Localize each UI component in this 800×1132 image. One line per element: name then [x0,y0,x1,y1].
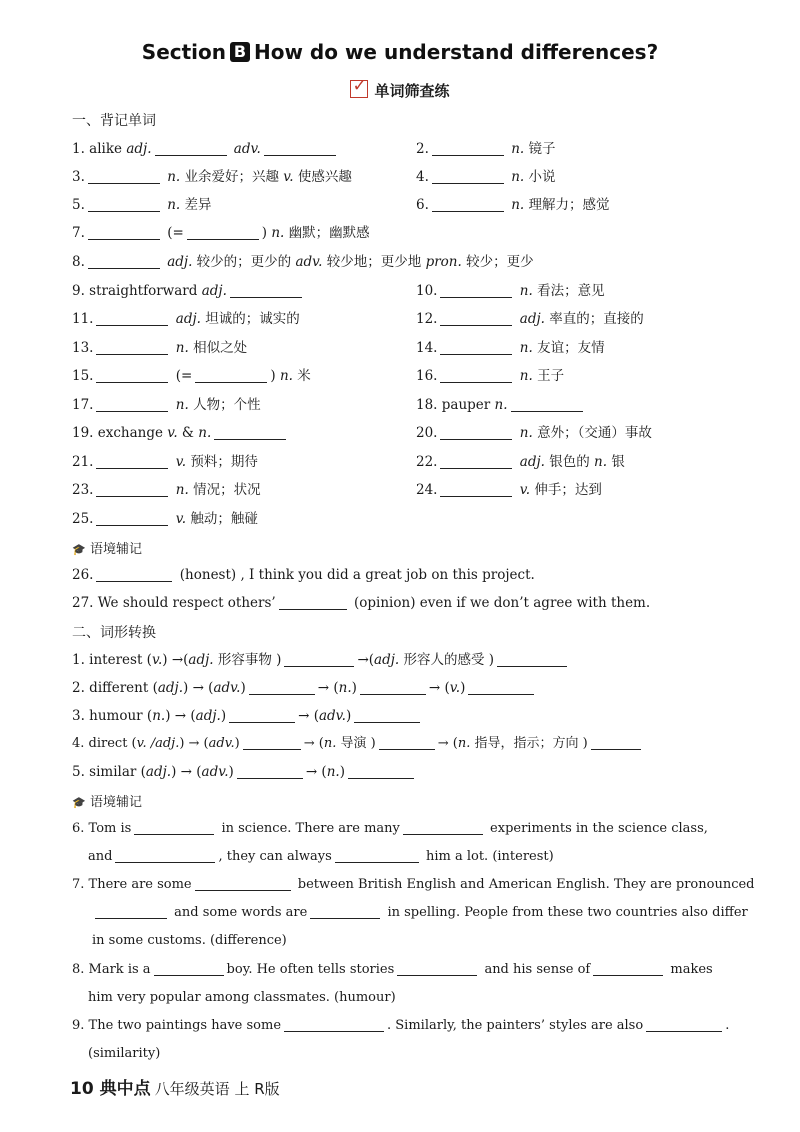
blank[interactable] [360,680,426,695]
blank[interactable] [432,169,504,184]
section-heading-1: 一、背记单词 [72,113,156,129]
vocab-item-24: 24. v. 伸手；达到 [416,482,602,498]
blank[interactable] [379,735,435,750]
context-heading-2: 🎓 语境辅记 [72,795,143,810]
question-7-line-3: in some customs. (difference) [92,933,287,948]
vocab-item-23: 23. n. 情况；状况 [72,482,261,498]
graduation-cap-icon: 🎓 [72,543,86,556]
question-9-line-2: (similarity) [88,1046,161,1061]
blank[interactable] [310,904,380,919]
graduation-cap-icon: 🎓 [72,796,86,809]
vocab-item-16: 16. n. 王子 [416,368,565,384]
blank[interactable] [96,454,168,469]
blank[interactable] [155,141,227,156]
blank[interactable] [593,961,663,976]
question-7-line-2: and some words are in spelling. People from these two countries also differ [92,904,748,922]
vocab-item-15: 15. (= ) n. 米 [72,368,311,384]
blank[interactable] [397,961,477,976]
blank[interactable] [440,482,512,497]
blank[interactable] [115,848,215,863]
vocab-item-21: 21. v. 预料；期待 [72,454,258,470]
blank[interactable] [243,735,301,750]
checkbox-icon [350,80,368,98]
blank[interactable] [440,311,512,326]
vocab-item-20: 20. n. 意外；（交通）事故 [416,425,652,441]
vocab-item-10: 10. n. 看法；意见 [416,283,605,299]
form-row-5: 5. similar (adj.) → (adv.) → (n.) [72,763,417,781]
blank[interactable] [284,1017,384,1032]
question-7-line-1: 7. There are some between British English and American English. They are pronounced [72,877,755,892]
vocab-item-17: 17. n. 人物；个性 [72,397,261,413]
blank[interactable] [440,454,512,469]
vocab-item-3: 3. n. 业余爱好；兴趣 v. 使感兴趣 [72,169,352,185]
blank[interactable] [279,595,347,610]
section-b-badge: B [230,42,250,62]
blank[interactable] [195,876,291,891]
vocab-item-11: 11. adj. 坦诚的；诚实的 [72,311,300,327]
blank[interactable] [96,567,172,582]
blank[interactable] [354,708,420,723]
sentence-27: 27. We should respect others’ (opinion) even if we don’t agree with them. [72,595,651,611]
vocab-item-2: 2. n. 镜子 [416,141,556,157]
vocab-item-14: 14. n. 友谊；友情 [416,340,605,356]
blank[interactable] [88,225,160,240]
vocab-item-5: 5. n. 差异 [72,197,212,213]
question-8-line-1: 8. Mark is a boy. He often tells stories and his sense of makes [72,962,713,977]
blank[interactable] [403,820,483,835]
blank[interactable] [468,680,534,695]
blank[interactable] [229,708,295,723]
page-subtitle: ✓单词筛查练 [0,80,800,101]
form-row-2: 2. different (adj.) → (adv.) → (n.) → (v.) [72,679,537,697]
vocab-item-13: 13. n. 相似之处 [72,340,248,356]
form-row-4: 4. direct (v. /adj.) → (adv.) → (n. 导演 ) → (n. 指导，指示；方向 ) [72,735,644,753]
blank[interactable] [95,904,167,919]
form-row-3: 3. humour (n.) → (adj.) → (adv.) [72,707,423,725]
blank[interactable] [195,368,267,383]
question-9-line-1: 9. The two paintings have some . Similarly, the painters’ styles are also . [72,1018,730,1033]
blank[interactable] [440,283,512,298]
blank[interactable] [88,254,160,269]
vocab-item-8: 8. adj. 较少的；更少的 adv. 较少地；更少地 pron. 较少；更少 [72,254,534,270]
blank[interactable] [440,340,512,355]
sentence-26: 26. (honest) , I think you did a great job on this project. [72,567,535,583]
vocab-item-18: 18. pauper n. [416,396,586,414]
question-6-line-1: 6. Tom is in science. There are many experiments in the science class, [72,821,708,836]
section-heading-2: 二、词形转换 [72,625,156,641]
question-6-line-2: and , they can always him a lot. (interest) [88,849,554,864]
blank[interactable] [96,311,168,326]
vocab-item-4: 4. n. 小说 [416,169,556,185]
blank[interactable] [88,169,160,184]
blank[interactable] [187,225,259,240]
vocab-item-1: 1. alike adj. adv. [72,140,339,158]
blank[interactable] [214,425,286,440]
blank[interactable] [432,197,504,212]
blank[interactable] [154,961,224,976]
vocab-item-9: 9. straightforward adj. [72,282,305,300]
footer-text: 八年级英语 上 R版 [154,1080,280,1098]
page-footer [70,1074,280,1099]
blank[interactable] [96,340,168,355]
context-heading-1: 🎓 语境辅记 [72,542,143,557]
vocab-item-6: 6. n. 理解力；感觉 [416,197,610,213]
blank[interactable] [646,1017,722,1032]
blank[interactable] [284,652,354,667]
blank[interactable] [88,197,160,212]
vocab-item-12: 12. adj. 率直的；直接的 [416,311,644,327]
blank[interactable] [230,283,302,298]
form-row-1: 1. interest (v.) →(adj. 形容事物 ) →(adj. 形容人的感受 ) [72,651,570,669]
vocab-item-19: 19. exchange v. & n. [72,424,289,442]
blank[interactable] [96,511,168,526]
blank[interactable] [497,652,567,667]
vocab-item-22: 22. adj. 银色的 n. 银 [416,454,625,470]
blank[interactable] [511,397,583,412]
blank[interactable] [591,735,641,750]
blank[interactable] [335,848,419,863]
section-title: Section B How do we understand differences? [141,40,659,64]
blank[interactable] [440,425,512,440]
blank[interactable] [96,482,168,497]
blank[interactable] [348,764,414,779]
blank[interactable] [237,764,303,779]
blank[interactable] [432,141,504,156]
blank[interactable] [96,368,168,383]
vocab-item-7: 7. (= ) n. 幽默；幽默感 [72,225,370,241]
blank[interactable] [249,680,315,695]
page-number: 10 [70,1079,94,1099]
vocab-item-25: 25. v. 触动；触碰 [72,511,258,527]
blank[interactable] [440,368,512,383]
question-8-line-2: him very popular among classmates. (humour) [88,990,396,1005]
publisher-logo: 典中点 [99,1079,151,1099]
blank[interactable] [96,397,168,412]
blank[interactable] [264,141,336,156]
blank[interactable] [134,820,214,835]
